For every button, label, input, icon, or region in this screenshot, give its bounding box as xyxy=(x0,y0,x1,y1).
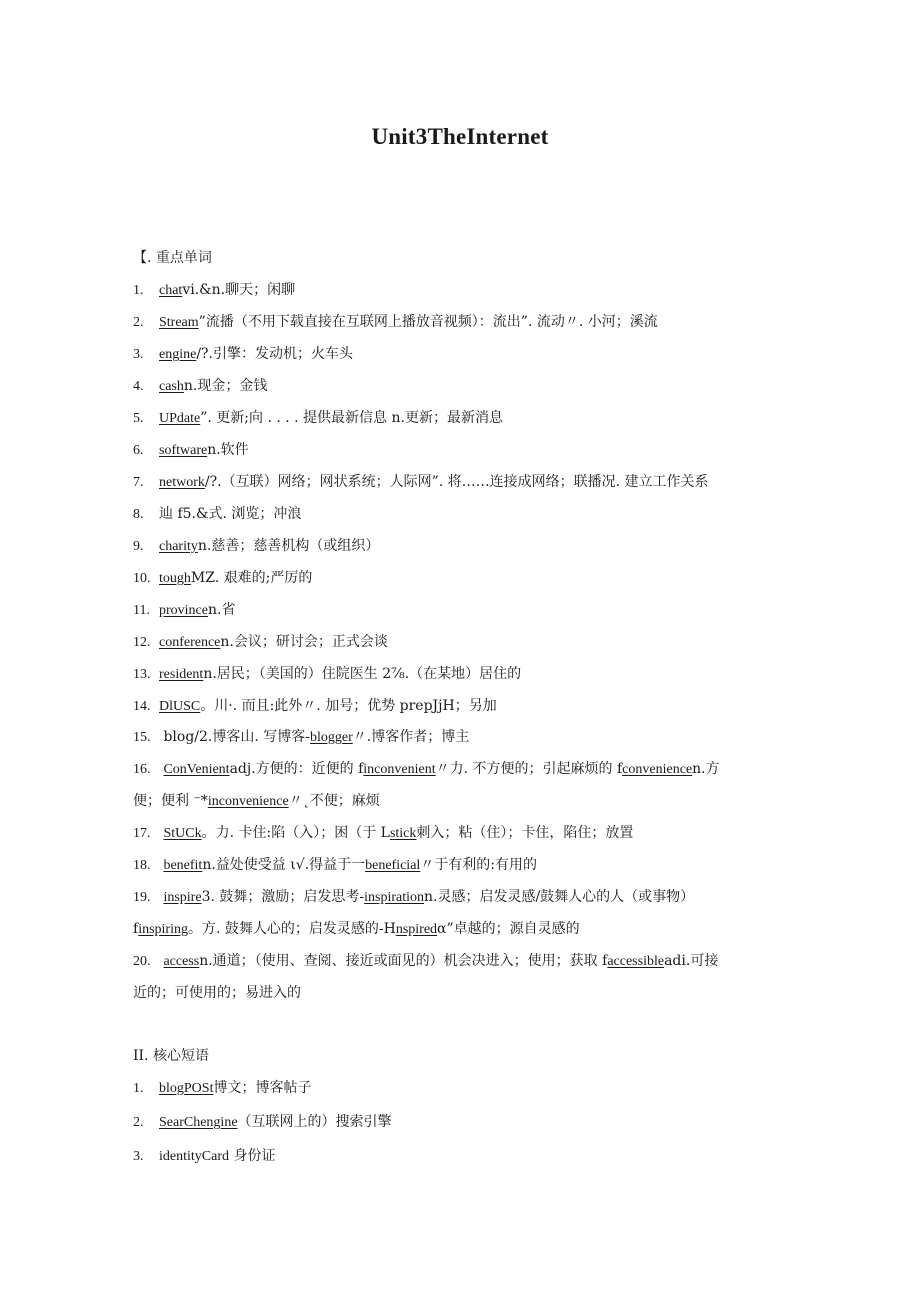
item-text: 近的；可使用的；易进入的 xyxy=(133,985,301,1001)
item-number: 9. xyxy=(133,539,144,554)
list-item xyxy=(133,338,783,371)
vocab-word: inconvenient xyxy=(363,762,436,777)
list-item xyxy=(133,466,783,499)
item-text: MZ. 艰难的;严厉的 xyxy=(190,570,313,586)
item-text: 〃.博客作者；博主 xyxy=(352,729,470,745)
item-number: 11. xyxy=(133,603,150,618)
vocab-word: identityCard xyxy=(159,1149,229,1164)
list-item xyxy=(133,274,783,307)
item-text: adi.可接 xyxy=(664,953,719,969)
item-text: 。力. 卡住:陷（入）；困（于 L xyxy=(201,825,390,841)
list-item-17 xyxy=(133,817,783,850)
item-number: 12. xyxy=(133,635,151,650)
list-item xyxy=(133,1072,783,1105)
vocab-word: stick xyxy=(389,826,417,841)
vocab-word: inspiring xyxy=(138,922,188,937)
item-number: 8. xyxy=(133,507,144,522)
list-item-20 xyxy=(133,945,783,978)
item-number: 17. xyxy=(133,826,151,841)
vocab-word: access xyxy=(163,954,200,969)
vocab-word: ConVenient xyxy=(163,762,230,777)
item-text: n.灵感；启发灵感/鼓舞人心的人（或事物） xyxy=(424,889,695,905)
item-number: 2. xyxy=(133,315,144,330)
list-item xyxy=(133,434,783,467)
item-text: 。方. 鼓舞人心的；启发灵感的-H xyxy=(187,921,396,937)
vocab-word: conference xyxy=(159,635,221,650)
item-number: 1. xyxy=(133,283,144,298)
item-number: 2. xyxy=(133,1115,144,1130)
item-text: n.方 xyxy=(692,761,720,777)
list-item xyxy=(133,530,783,563)
list-item xyxy=(133,658,783,691)
vocab-word: blogger xyxy=(310,730,353,745)
item-text: ”流播（不用下载直接在互联网上播放音视频）：流出”. 流动〃. 小河；溪流 xyxy=(198,314,658,330)
item-number: 3. xyxy=(133,1149,144,1164)
vocab-word: blogPOSt xyxy=(159,1081,214,1096)
item-number: 5. xyxy=(133,411,144,426)
vocab-word: software xyxy=(159,443,208,458)
section-heading-core-phrases: II. 核心短语 xyxy=(133,1048,209,1064)
item-number: 6. xyxy=(133,443,144,458)
item-text: α”卓越的；源自灵感的 xyxy=(437,921,580,937)
item-text: 博文；博客帖子 xyxy=(213,1080,312,1096)
item-text: 身份证 xyxy=(229,1148,276,1164)
item-text: n.通道；（使用、查阅、接近或面见的）机会决进入；使用；获取 f xyxy=(199,953,608,969)
vocab-word: SearChengine xyxy=(159,1115,238,1130)
vocab-word: engine xyxy=(159,347,197,362)
vocab-word: accessible xyxy=(607,954,665,969)
vocab-word: inspiration xyxy=(364,890,424,905)
item-text: /?.（互联）网络；网状系统；人际网”. 将……连接成网络；联播况. 建立工作关系 xyxy=(204,474,709,490)
list-item-16 xyxy=(133,753,783,786)
vocab-word: province xyxy=(159,603,208,618)
item-text: n.益处使受益 ι√.得益于一 xyxy=(202,857,366,873)
item-number: 7. xyxy=(133,475,144,490)
item-text: 〃˛不便；麻烦 xyxy=(288,793,380,809)
list-item-19-cont xyxy=(133,913,783,946)
item-text: n.现金；金钱 xyxy=(183,378,268,394)
list-item xyxy=(133,370,783,403)
vocab-word: inconvenience xyxy=(207,794,289,809)
item-text: blog/2.博客山. 写博客- xyxy=(163,729,310,745)
vocab-word: charity xyxy=(159,539,198,554)
item-text: ”. 更新;向 . . . . 提供最新信息 n.更新；最新消息 xyxy=(200,410,503,426)
item-text: adj.方便的：近便的 f xyxy=(229,761,364,777)
item-number: 18. xyxy=(133,858,151,873)
vocab-word: UPdate xyxy=(159,411,201,426)
vocab-word: beneficial xyxy=(365,858,421,873)
item-text: 。川·. 而且:此外〃. 加号；优势 prepJjH；另加 xyxy=(200,698,497,714)
item-number: 3. xyxy=(133,347,144,362)
item-text: （互联网上的）搜索引擎 xyxy=(237,1114,392,1130)
item-text: 便；便利 ⁻* xyxy=(133,793,208,809)
list-item xyxy=(133,690,783,723)
vocab-word: tough xyxy=(159,571,191,586)
list-item-20-cont xyxy=(133,977,783,1009)
vocab-word: cash xyxy=(159,379,184,394)
item-number: 16. xyxy=(133,762,151,777)
item-number: 10. xyxy=(133,571,151,586)
item-number: 19. xyxy=(133,890,151,905)
list-item-15 xyxy=(133,721,783,754)
item-text: n.慈善；慈善机构（或组织） xyxy=(197,538,380,554)
item-text: vi.&n.聊天；闲聊 xyxy=(182,282,296,298)
list-item-18 xyxy=(133,849,783,882)
vocab-word: DlUSC xyxy=(159,699,201,714)
vocab-word: inspire xyxy=(163,890,202,905)
list-item xyxy=(133,402,783,435)
vocab-word: benefit xyxy=(163,858,203,873)
item-text: 〃于有利的:有用的 xyxy=(420,857,538,873)
item-text: n.省 xyxy=(207,602,236,618)
item-number: 14. xyxy=(133,699,151,714)
list-item xyxy=(133,1140,783,1173)
item-number: 4. xyxy=(133,379,144,394)
vocab-word: chat xyxy=(159,283,183,298)
list-item-16-cont xyxy=(133,785,783,818)
vocab-word: nspired xyxy=(395,922,438,937)
list-item xyxy=(133,562,783,595)
item-text: f xyxy=(133,921,139,937)
vocab-word: convenience xyxy=(622,762,693,777)
item-number: 1. xyxy=(133,1081,144,1096)
section-heading-key-words: 【. 重点单词 xyxy=(133,250,212,266)
list-item xyxy=(133,306,783,339)
list-item xyxy=(133,594,783,627)
item-text: n.软件 xyxy=(207,442,249,458)
item-number: 15. xyxy=(133,730,151,745)
item-text: 3. 鼓舞；激励；启发思考- xyxy=(201,889,365,905)
list-item-19 xyxy=(133,881,783,914)
item-text: n.会议；研讨会；正式会谈 xyxy=(220,634,388,650)
list-item xyxy=(133,626,783,659)
vocab-word: Stream xyxy=(159,315,199,330)
vocab-word: network xyxy=(159,475,205,490)
item-text: 辿 f5.&式. 浏览；冲浪 xyxy=(159,506,302,522)
item-number: 20. xyxy=(133,954,151,969)
item-text: /?.引擎：发动机；火车头 xyxy=(196,346,354,362)
list-item xyxy=(133,498,783,531)
item-number: 13. xyxy=(133,667,151,682)
item-text: n.居民；（美国的）住院医生 2⅞.（在某地）居住的 xyxy=(203,666,522,682)
vocab-word: resident xyxy=(159,667,204,682)
vocab-word: StUCk xyxy=(163,826,202,841)
list-item xyxy=(133,1106,783,1139)
item-text: 刺入；粘（住）；卡住，陷住；放置 xyxy=(416,825,634,841)
item-text: 〃力. 不方便的；引起麻烦的 f xyxy=(435,761,623,777)
page-title: Unit3TheInternet xyxy=(371,124,549,149)
